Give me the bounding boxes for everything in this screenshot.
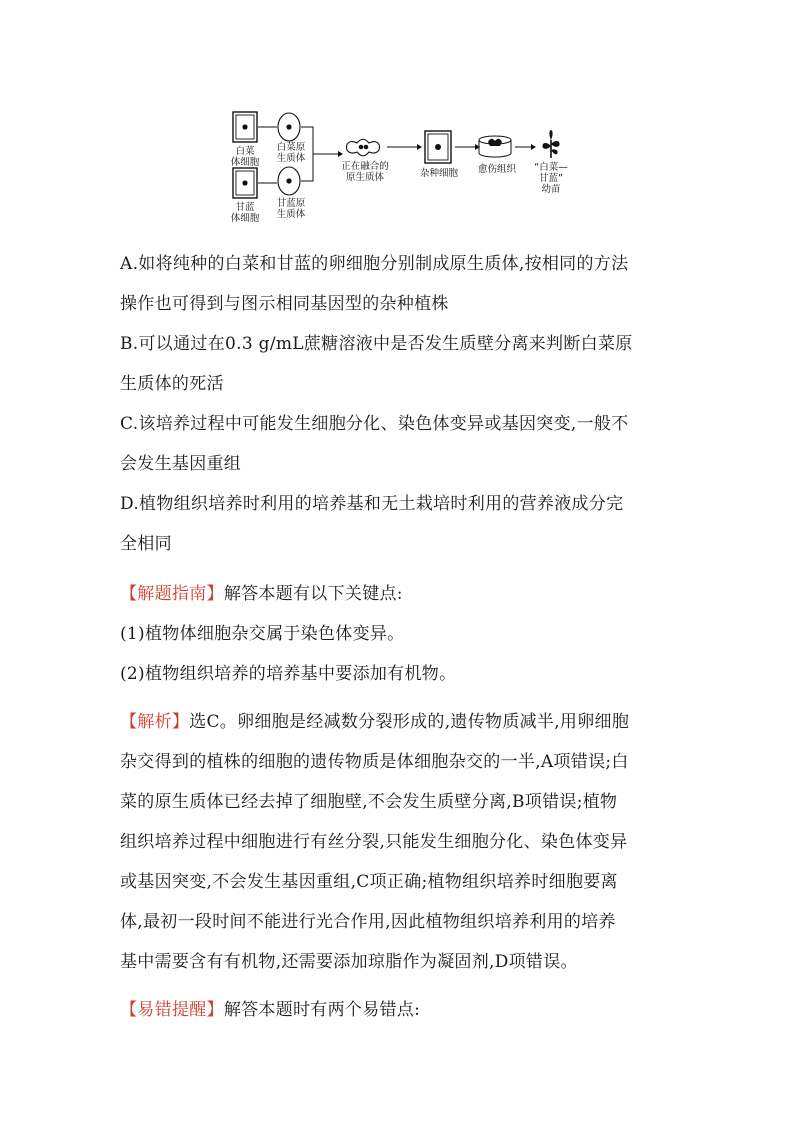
kale-protoplast-label-1: 甘蓝原 [276, 198, 306, 209]
analysis-line-1: 选C。卵细胞是经减数分裂形成的,遗传物质减半,用卵细胞 [189, 712, 630, 732]
callus-dish [479, 136, 511, 157]
seedling-icon [542, 130, 559, 158]
option-b [120, 324, 690, 404]
error-reminder-tag: 【易错提醒】 [120, 1000, 224, 1020]
kale-protoplast-label-2: 生质体 [276, 209, 306, 220]
analysis-line-6: 体,最初一段时间不能进行光合作用,因此植物组织培养利用的培养 [120, 912, 616, 932]
analysis-section [120, 702, 690, 982]
guide-intro: 解答本题有以下关键点: [223, 584, 403, 604]
seedling-label-1: “白菜— [534, 162, 568, 173]
answer-options [120, 244, 690, 564]
option-d-line-2: 全相同 [120, 534, 172, 554]
callus-label: 愈伤组织 [477, 164, 517, 175]
guide-heading [120, 574, 690, 614]
analysis-tag: 【解析】 [120, 712, 190, 732]
kale-somatic-cell [233, 168, 257, 198]
guide-point-1: (1)植物体细胞杂交属于染色体变异。 [120, 624, 405, 644]
cabbage-cell-label-1: 白菜 [235, 146, 255, 157]
cabbage-protoplast [278, 113, 300, 141]
cabbage-cell-label-2: 体细胞 [230, 157, 260, 168]
fusing-protoplasts [347, 139, 380, 156]
option-b-line-1: B.可以通过在0.3 g/mL蔗糖溶液中是否发生质壁分离来判断白菜原 [120, 334, 633, 354]
hybrid-cell-label: 杂种细胞 [419, 168, 459, 179]
solution-guide [120, 574, 690, 694]
analysis-line-5: 或基因突变,不会发生基因重组,C项正确;植物组织培养时细胞要离 [120, 872, 618, 892]
somatic-hybridization-diagram [225, 100, 585, 225]
analysis-line-7: 基中需要含有有机物,还需要添加琼脂作为凝固剂,D项错误。 [120, 952, 578, 972]
error-reminder-text: 解答本题时有两个易错点: [223, 1000, 421, 1020]
option-c-line-2: 会发生基因重组 [120, 454, 242, 474]
kale-cell-label-1: 甘蓝 [235, 202, 255, 213]
analysis-line-4: 组织培养过程中细胞进行有丝分裂,只能发生细胞分化、染色体变异 [120, 832, 628, 852]
fusing-label-1: 正在融合的 [341, 161, 389, 172]
seedling-label-2: 甘蓝” [539, 173, 563, 184]
error-reminder-line [120, 990, 690, 1030]
option-d-line-1: D.植物组织培养时利用的培养基和无土栽培时利用的营养液成分完 [120, 494, 624, 514]
option-c-line-1: C.该培养过程中可能发生细胞分化、染色体变异或基因突变,一般不 [120, 414, 629, 434]
cabbage-somatic-cell [233, 112, 257, 142]
kale-cell-label-2: 体细胞 [230, 213, 260, 224]
fusing-label-2: 原生质体 [345, 172, 385, 183]
option-a-line-1: A.如将纯种的白菜和甘蓝的卵细胞分别制成原生质体,按相同的方法 [120, 254, 629, 274]
cabbage-protoplast-label-2: 生质体 [276, 153, 306, 164]
analysis-paragraph [120, 702, 690, 982]
kale-protoplast [278, 167, 300, 195]
guide-tag: 【解题指南】 [120, 584, 224, 604]
analysis-line-3: 菜的原生质体已经去掉了细胞壁,不会发生质壁分离,B项错误;植物 [120, 792, 618, 812]
option-b-line-2: 生质体的死活 [120, 374, 224, 394]
guide-point-2: (2)植物组织培养的培养基中要添加有机物。 [120, 664, 457, 684]
option-c [120, 404, 690, 484]
seedling-label-3: 幼苗 [541, 184, 561, 195]
error-reminder [120, 990, 690, 1030]
option-a-line-2: 操作也可得到与图示相同基因型的杂种植株 [120, 294, 449, 314]
cabbage-protoplast-label-1: 白菜原 [276, 142, 306, 153]
hybrid-cell [425, 131, 451, 163]
option-a [120, 244, 690, 324]
analysis-line-2: 杂交得到的植株的细胞的遗传物质是体细胞杂交的一半,A项错误;白 [120, 752, 629, 772]
option-d [120, 484, 690, 564]
